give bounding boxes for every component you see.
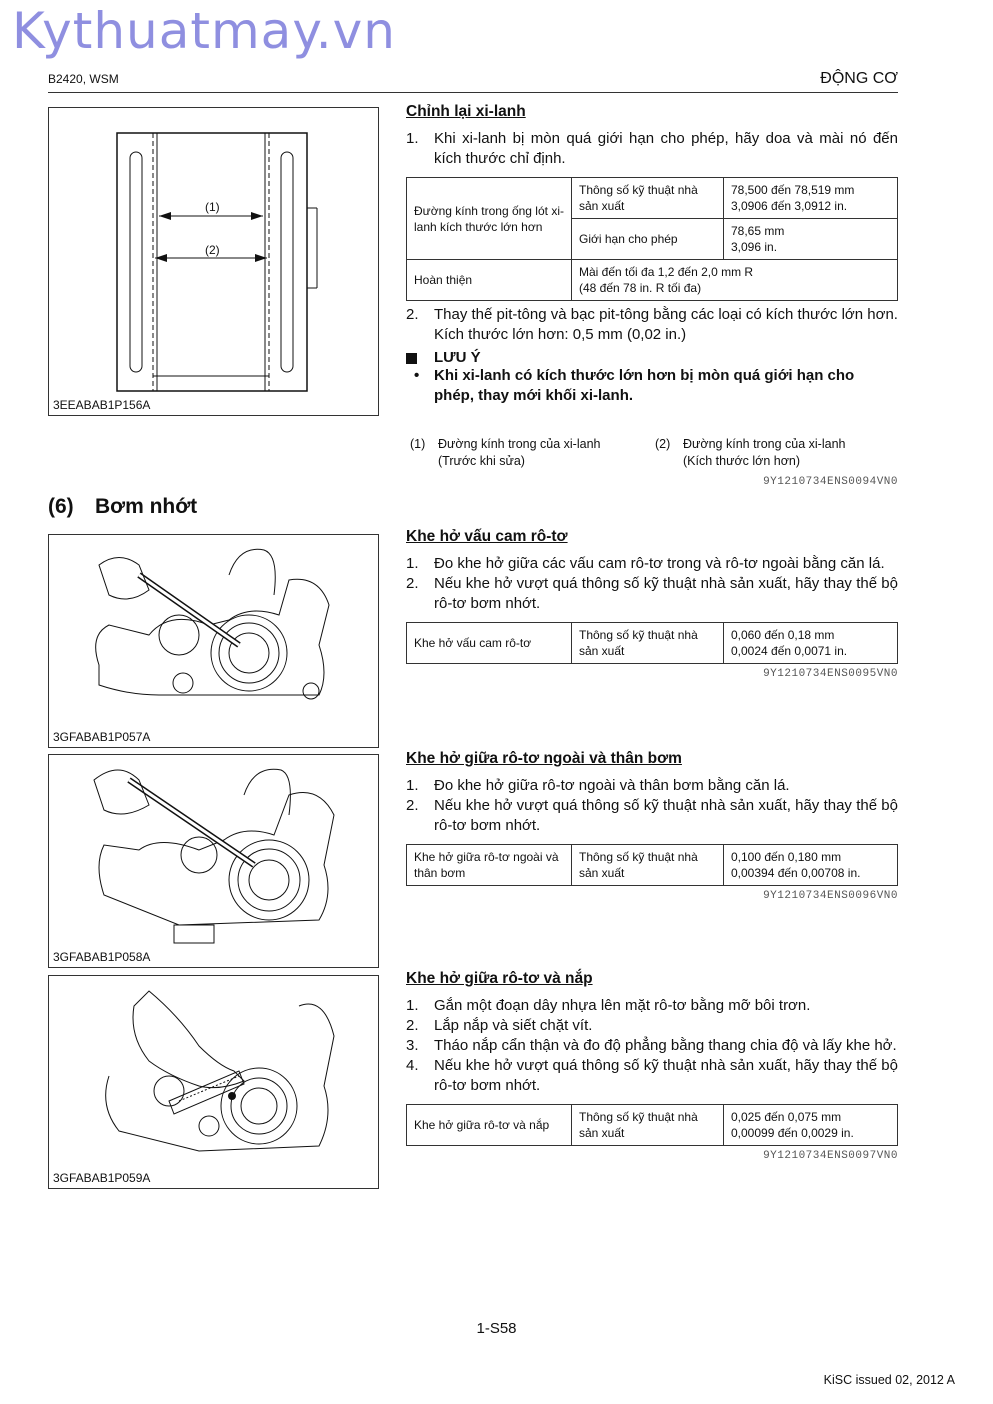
outer-rotor-spec-table bbox=[406, 844, 898, 886]
note-square-icon bbox=[406, 353, 417, 364]
cylinder-title: Chỉnh lại xi-lanh bbox=[406, 103, 526, 120]
outer-rotor-title: Khe hở giữa rô-tơ ngoài và thân bơm bbox=[406, 750, 682, 767]
rotor-cover-spec-table bbox=[406, 1104, 898, 1146]
figure-caption: 3GFABAB1P058A bbox=[53, 950, 151, 964]
rotor-cover-drawing bbox=[49, 976, 378, 1171]
watermark: Kythuatmay.vn bbox=[12, 2, 396, 60]
table-cell: Thông số kỹ thuật nhà sản xuất bbox=[572, 845, 724, 886]
issue-note: KiSC issued 02, 2012 A bbox=[823, 1373, 955, 1387]
note-text: • Khi xi-lanh có kích thước lớn hơn bị mòn quá giới hạn cho phép, thay mới khối xi-lanh. bbox=[414, 367, 855, 404]
table-cell: Khe hở giữa rô-tơ và nắp bbox=[407, 1105, 572, 1146]
rotor-lobe-title: Khe hở vấu cam rô-tơ bbox=[406, 528, 568, 545]
document-code: 9Y1210734ENS0094VN0 bbox=[763, 476, 898, 488]
table-cell: Thông số kỹ thuật nhà sản xuất bbox=[572, 178, 724, 219]
legend-item-2: Đường kính trong của xi-lanh (Kích thước lớn hơn) bbox=[683, 437, 846, 468]
header-section: ĐỘNG CƠ bbox=[820, 70, 898, 87]
rotor-cover-title: Khe hở giữa rô-tơ và nắp bbox=[406, 970, 593, 987]
table-cell: Thông số kỹ thuật nhà sản xuất bbox=[572, 623, 724, 664]
legend-number-1: (1) bbox=[410, 437, 426, 451]
cylinder-step-2: 2. Thay thế pit-tông và bạc pit-tông bằng các loại có kích thước lớn hơn. bbox=[406, 306, 898, 323]
rotor-lobe-section bbox=[406, 528, 898, 680]
legend-number-2: (2) bbox=[655, 437, 671, 451]
table-cell: Khe hở giữa rô-tơ ngoài và thân bơm bbox=[407, 845, 572, 886]
document-code: 9Y1210734ENS0095VN0 bbox=[763, 668, 898, 680]
document-code: 9Y1210734ENS0096VN0 bbox=[763, 890, 898, 902]
cylinder-section bbox=[406, 103, 898, 406]
rotor-lobe-step-1: 1. Đo khe hở giữa các vấu cam rô-tơ trong và rô-tơ ngoài bằng căn lá. bbox=[406, 555, 885, 572]
outer-rotor-step-1: 1. Đo khe hở giữa rô-tơ ngoài và thân bơm bằng căn lá. bbox=[406, 777, 790, 794]
table-cell: Giới hạn cho phép bbox=[572, 219, 724, 260]
note-heading: LƯU Ý bbox=[406, 349, 898, 366]
figure-label-1: (1) bbox=[205, 200, 220, 214]
cylinder-step-2-extra: Kích thước lớn hơn: 0,5 mm (0,02 in.) bbox=[434, 326, 687, 343]
table-cell: 78,500 đến 78,519 mm 3,0906 đến 3,0912 in. bbox=[724, 178, 898, 219]
document-code: 9Y1210734ENS0097VN0 bbox=[763, 1150, 898, 1162]
rotor-cover-figure bbox=[48, 975, 379, 1189]
rotor-cover-step-1: 1. Gắn một đoạn dây nhựa lên mặt rô-tơ bằng mỡ bôi trơn. bbox=[406, 997, 811, 1014]
outer-rotor-figure bbox=[48, 754, 379, 968]
table-cell: 0,025 đến 0,075 mm 0,00099 đến 0,0029 in. bbox=[724, 1105, 898, 1146]
figure-label-2: (2) bbox=[205, 243, 220, 257]
page-number: 1-S58 bbox=[476, 1320, 517, 1337]
table-cell: Thông số kỹ thuật nhà sản xuất bbox=[572, 1105, 724, 1146]
table-cell: Khe hở vấu cam rô-tơ bbox=[407, 623, 572, 664]
table-cell: Mài đến tối đa 1,2 đến 2,0 mm R (48 đến 78 in. R tối đa) bbox=[572, 260, 898, 301]
figure-caption: 3EEABAB1P156A bbox=[53, 398, 151, 412]
header-model: B2420, WSM bbox=[48, 72, 119, 86]
outer-rotor-section bbox=[406, 750, 898, 902]
table-cell: 0,060 đến 0,18 mm 0,0024 đến 0,0071 in. bbox=[724, 623, 898, 664]
legend-item-1: Đường kính trong của xi-lanh (Trước khi sửa) bbox=[438, 437, 601, 468]
rotor-lobe-step-2: 2. Nếu khe hở vượt quá thông số kỹ thuật nhà sản xuất, hãy thay thế bộ rô-tơ bơm nhớt. bbox=[406, 575, 898, 612]
rotor-lobe-drawing bbox=[49, 535, 378, 730]
rotor-cover-step-3: 3. Tháo nắp cẩn thận và đo độ phẳng bằng thang chia độ và lấy khe hở. bbox=[406, 1037, 897, 1054]
section-title: (6) Bơm nhớt bbox=[48, 495, 198, 518]
rotor-cover-step-4: 4. Nếu khe hở vượt quá thông số kỹ thuật nhà sản xuất, hãy thay thế bộ rô-tơ bơm nhớt. bbox=[406, 1057, 898, 1094]
rotor-cover-step-2: 2. Lắp nắp và siết chặt vít. bbox=[406, 1017, 593, 1034]
cylinder-spec-table bbox=[406, 177, 898, 301]
rotor-lobe-spec-table bbox=[406, 622, 898, 664]
figure-caption: 3GFABAB1P059A bbox=[53, 1171, 151, 1185]
table-cell: Hoàn thiện bbox=[407, 260, 572, 301]
cylinder-step-1: 1. Khi xi-lanh bị mòn quá giới hạn cho phép, hãy doa và mài nó đến kích thước chỉ định. bbox=[406, 130, 898, 167]
table-cell: 78,65 mm 3,096 in. bbox=[724, 219, 898, 260]
rotor-cover-section bbox=[406, 970, 898, 1162]
table-cell: 0,100 đến 0,180 mm 0,00394 đến 0,00708 in. bbox=[724, 845, 898, 886]
outer-rotor-drawing bbox=[49, 755, 378, 950]
figure-caption: 3GFABAB1P057A bbox=[53, 730, 151, 744]
table-cell: Đường kính trong ống lót xi-lanh kích thước lớn hơn bbox=[407, 178, 572, 260]
cylinder-bore-figure bbox=[48, 107, 379, 416]
bullet-icon: • bbox=[414, 367, 420, 384]
rotor-lobe-figure bbox=[48, 534, 379, 748]
outer-rotor-step-2: 2. Nếu khe hở vượt quá thông số kỹ thuật nhà sản xuất, hãy thay thế bộ rô-tơ bơm nhớt. bbox=[406, 797, 898, 834]
header-rule bbox=[48, 92, 898, 93]
